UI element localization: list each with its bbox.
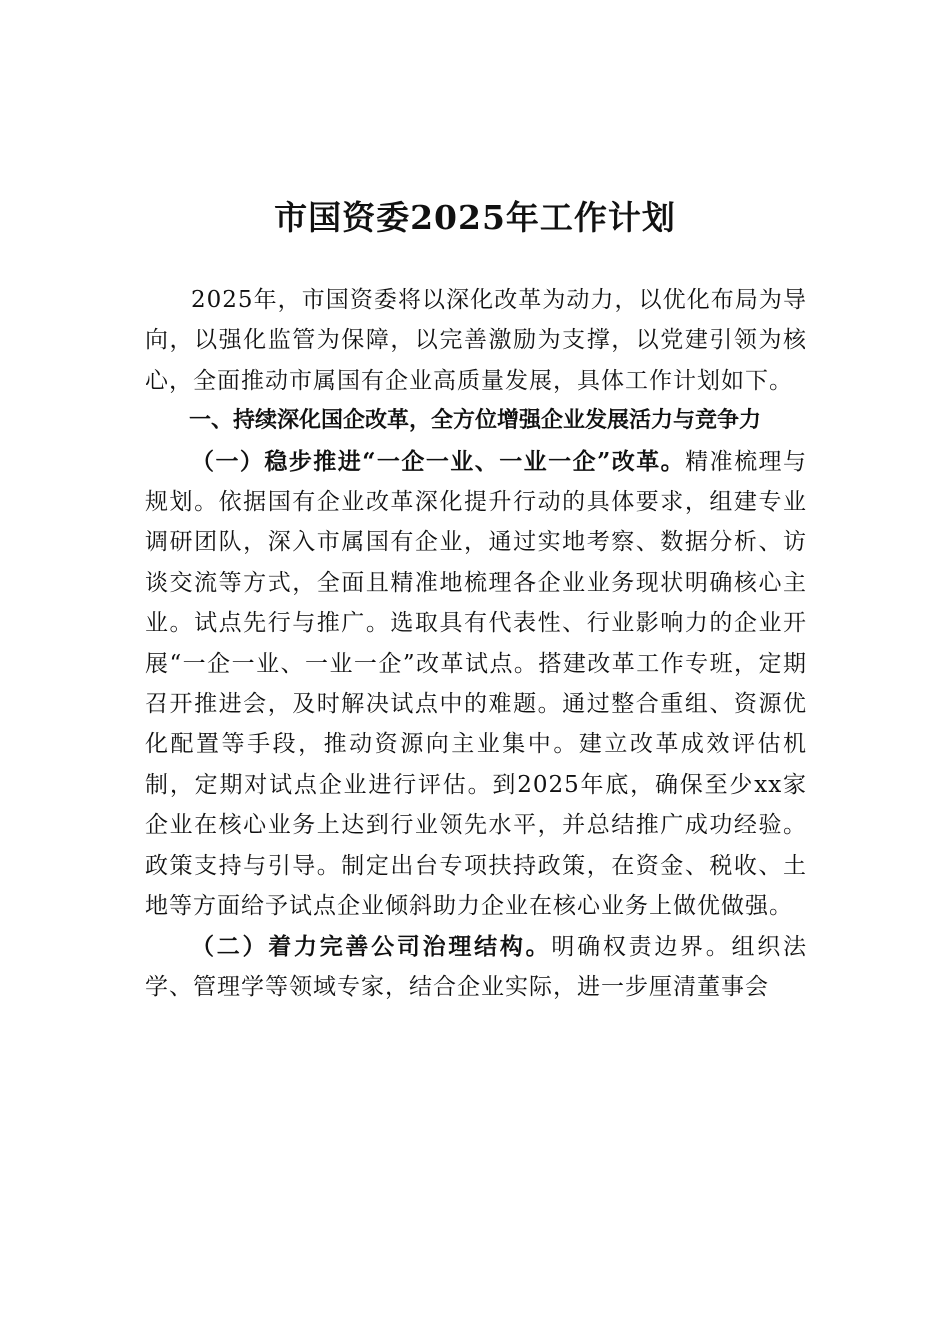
document-body — [145, 280, 807, 1007]
section-heading-1: 一、持续深化国企改革，全方位增强企业发展活力与竞争力 — [189, 408, 762, 434]
section-item-1 — [145, 442, 807, 927]
intro-paragraph: 2025年，市国资委将以深化改革为动力，以优化布局为导向，以强化监管为保障，以完善激励为支撑，以党建引领为核心，全面推动市属国有企业高质量发展，具体工作计划如下。 — [145, 287, 807, 394]
section-item-1-body: 精准梳理与规划。依据国有企业改革深化提升行动的具体要求，组建专业调研团队，深入市属国有企业，通过实地考察、数据分析、访谈交流等方式，全面且精准地梳理各企业业务现状明确核心主业。试点先行与推广。选取具有代表性、行业影响力的企业开展“一企一业、一业一企”改革试点。搭建改革工作专班，定期召开推进会，及时解决试点中的难题。通过整合重组、资源优化配置等手段，推动资源向主业集中。建立改革成效评估机制，定期对试点企业进行评估。到2025年底，确保至少xx家企业在核心业务上达到行业领先水平，并总结推广成功经验。政策支持与引导。制定出台专项扶持政策，在资金、税收、土地等方面给予试点企业倾斜助力企业在核心业务上做优做强。 — [145, 448, 808, 920]
document-title: 市国资委2025年工作计划 — [274, 198, 676, 238]
section-item-2 — [145, 927, 807, 1008]
section-item-2-title: （二）着力完善公司治理结构。 — [191, 932, 552, 960]
section-item-2-body: 明确权责边界。组织法学、管理学等领域专家，结合企业实际，进一步厘清董事会 — [145, 933, 808, 1000]
section-item-1-title: （一）稳步推进“一企一业、一业一企”改革。 — [191, 447, 686, 475]
